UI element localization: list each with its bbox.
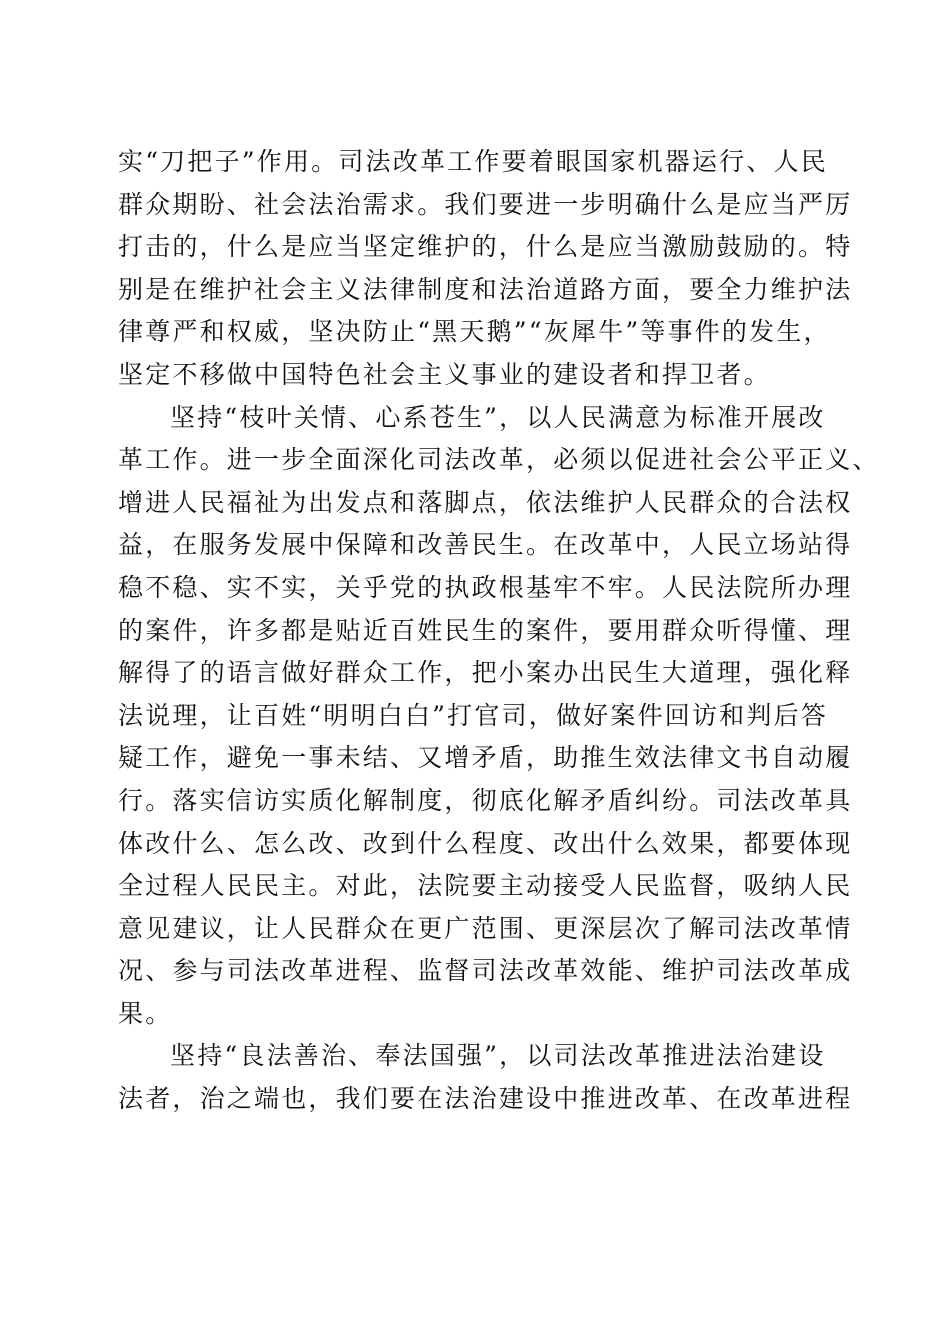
text-line: 打击的，什么是应当坚定维护的，什么是应当激励鼓励的。特 [118,232,853,262]
text-line: 增进人民福祉为出发点和落脚点，依法维护人民群众的合法权 [118,487,853,517]
text-line: 果。 [118,998,173,1028]
text-line: 行。落实信访实质化解制度，彻底化解矛盾纠纷。司法改革具 [118,785,853,815]
text-line: 体改什么、怎么改、改到什么程度、改出什么效果，都要体现 [118,828,853,858]
text-line: 坚定不移做中国特色社会主义事业的建设者和捍卫者。 [118,359,771,389]
text-line: 群众期盼、社会法治需求。我们要进一步明确什么是应当严厉 [118,189,853,219]
text-line: 律尊严和权威，坚决防止“黑天鹅”“灰犀牛”等事件的发生， [118,317,831,347]
text-line: 稳不稳、实不实，关乎党的执政根基牢不牢。人民法院所办理 [118,572,853,602]
text-line: 别是在维护社会主义法律制度和法治道路方面，要全力维护法 [118,274,853,304]
text-line: 的案件，许多都是贴近百姓民生的案件，要用群众听得懂、理 [118,615,853,645]
text-line: 法说理，让百姓“明明白白”打官司，做好案件回访和判后答 [118,700,828,730]
text-line: 实“刀把子”作用。司法改革工作要着眼国家机器运行、人民 [118,147,828,176]
text-line: 解得了的语言做好群众工作，把小案办出民生大道理，强化释 [118,658,853,688]
paragraph-start-line: 坚持“枝叶关情、心系苍生”，以人民满意为标准开展改 [170,402,826,432]
text-line: 疑工作，避免一事未结、又增矛盾，助推生效法律文书自动履 [118,743,853,773]
text-line: 革工作。进一步全面深化司法改革，必须以促进社会公平正义、 [118,445,880,475]
text-line: 益，在服务发展中保障和改善民生。在改革中，人民立场站得 [118,530,853,560]
paragraph-start-line: 坚持“良法善治、奉法国强”，以司法改革推进法治建设 [170,1041,826,1071]
text-line: 全过程人民民主。对此，法院要主动接受人民监督，吸纳人民 [118,871,853,901]
text-line: 法者，治之端也，我们要在法治建设中推进改革、在改革进程 [118,1084,853,1114]
text-line: 意见建议，让人民群众在更广范围、更深层次了解司法改革情 [118,913,853,943]
body-text [118,141,880,1121]
text-line: 况、参与司法改革进程、监督司法改革效能、维护司法改革成 [118,956,853,986]
